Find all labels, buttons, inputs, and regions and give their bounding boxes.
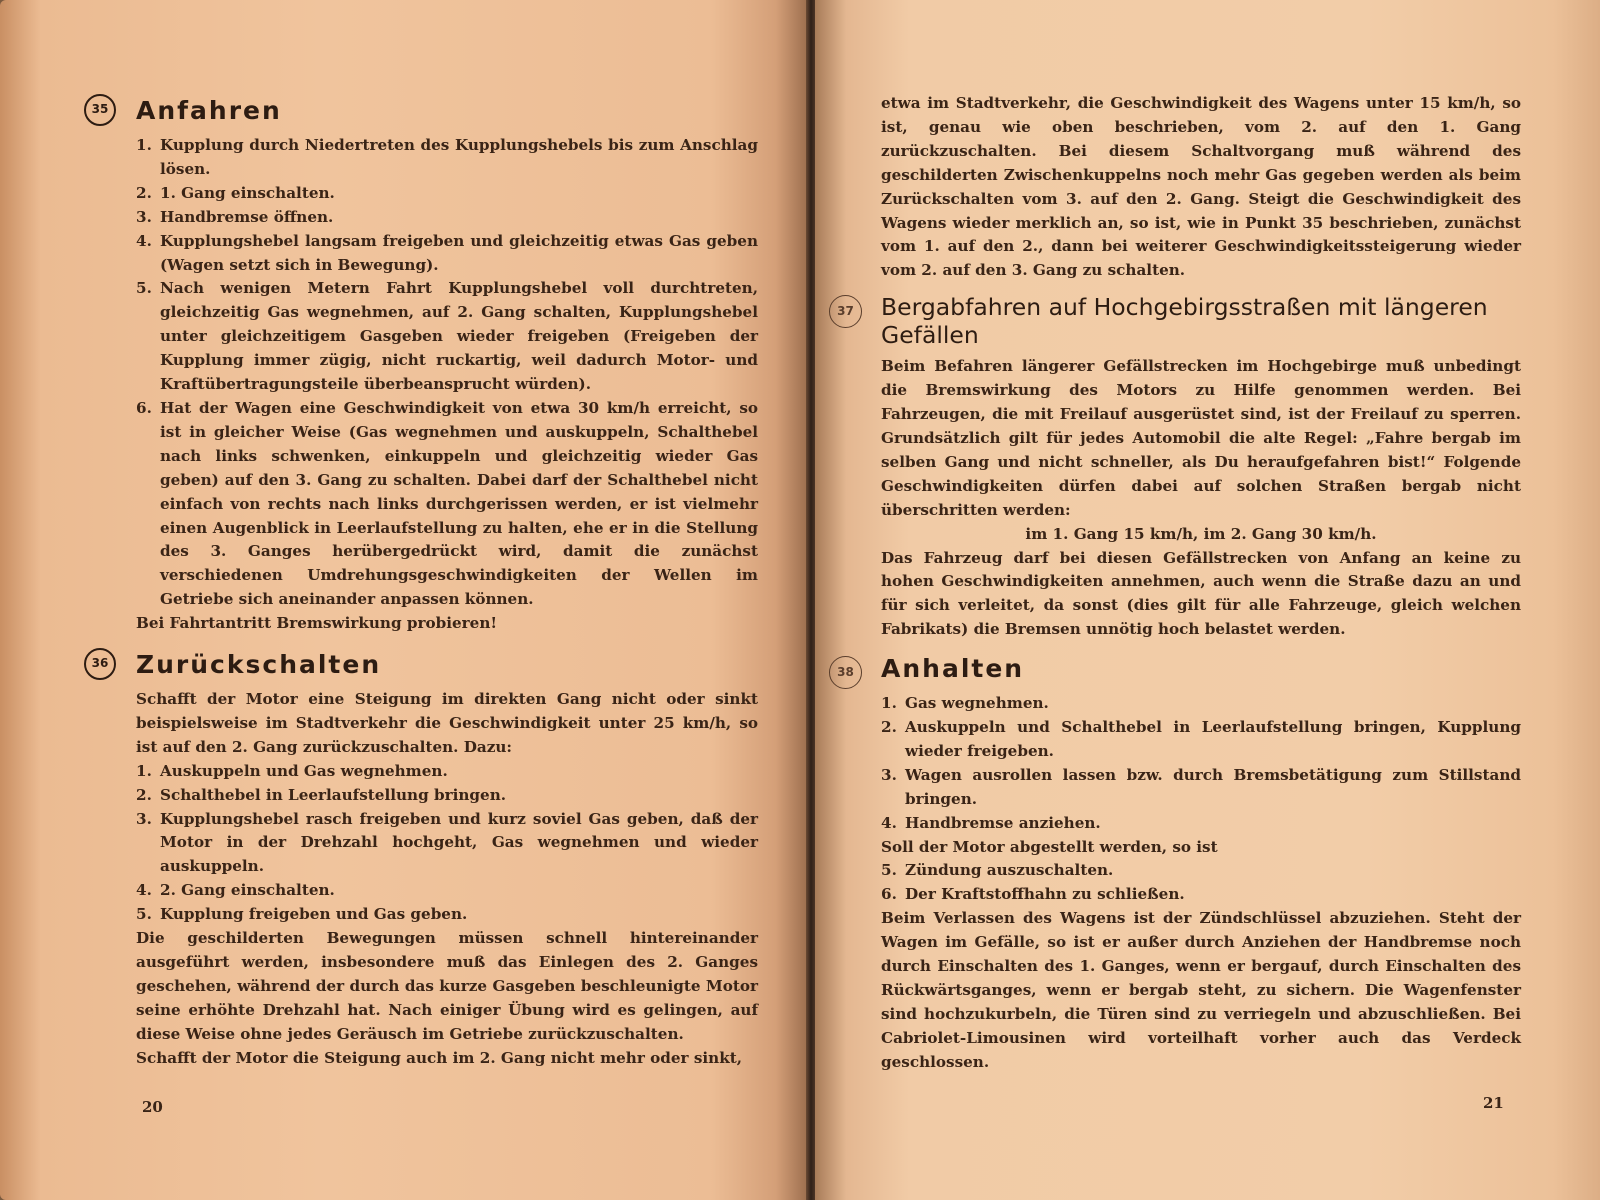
page-number: 21	[1483, 1094, 1504, 1112]
continuation-paragraph: etwa im Stadtverkehr, die Geschwindigkeit des Wagens unter 15 km/h, so ist, genau wie oben beschrieben, vom 2. auf den 1. Gang zurückzuschalten. Bei diesem Schaltvorgang muß während des geschilderten Zwischenkuppelns noch mehr Gas gegeben werden als beim Zurückschalten vom 3. auf den 2. Gang. Steigt die Geschwindigkeit des Wagens wieder merklich an, so ist, wie in Punkt 35 beschrieben, zunächst vom 1. auf den 2., dann bei weiterer Geschwindigkeitssteigerung wieder vom 2. auf den 3. Gang zu schalten.	[881, 94, 1521, 280]
section-36-heading	[91, 650, 758, 688]
section-38-heading	[837, 654, 1521, 692]
section-number-badge: 38	[829, 656, 862, 689]
section-title: Bergabfahren auf Hochgebirgsstraßen mit längeren Gefällen	[881, 293, 1488, 350]
list-item: 4. Handbremse anziehen.	[881, 813, 1101, 832]
list-item: 4. Kupplungshebel langsam freigeben und gleichzeitig etwas Gas geben (Wagen setzt sich in Bewegung).	[136, 231, 758, 274]
section-35-heading	[91, 96, 758, 134]
section-title: Anhalten	[881, 654, 1025, 684]
closing-note: Bei Fahrtantritt Bremswirkung probieren!	[136, 614, 498, 633]
list-item: 3. Handbremse öffnen.	[136, 207, 334, 226]
list-item: 5. Kupplung freigeben und Gas geben.	[136, 905, 468, 924]
list-item: 2. Auskuppeln und Schalthebel in Leerlaufstellung bringen, Kupplung wieder freigeben.	[881, 718, 1521, 760]
anhalten-steps	[881, 692, 1521, 835]
anfahren-steps	[136, 134, 758, 612]
section-number-badge: 35	[84, 94, 116, 126]
section-intro: Schafft der Motor eine Steigung im direkten Gang nicht oder sinkt beispielsweise im Stadtverkehr die Geschwindigkeit unter 25 km/h, so ist auf den 2. Gang zurückzuschalten. Dazu:	[136, 690, 758, 756]
list-item: 2. Schalthebel in Leerlaufstellung bringen.	[136, 785, 507, 804]
list-item: 5. Zündung auszuschalten.	[881, 861, 1114, 880]
right-page	[815, 0, 1600, 1200]
list-item: 1. Gas wegnehmen.	[881, 694, 1049, 713]
list-item: 6. Der Kraftstoffhahn zu schließen.	[881, 885, 1185, 904]
page-number: 20	[142, 1098, 163, 1116]
paragraph: Die geschilderten Bewegungen müssen schnell hintereinander ausgeführt werden, insbesondere muß das Einlegen des 2. Ganges geschehen, während der durch das kurze Gasgeben beschleunigte Motor seine erhöhte Drehzahl hat. Nach einiger Übung wird es gelingen, auf diese Weise ohne jedes Geräusch im Getriebe zurückzuschalten.	[136, 929, 758, 1043]
closing-paragraph: Beim Verlassen des Wagens ist der Zündschlüssel abzuziehen. Steht der Wagen im Gefälle, so ist er außer durch Anziehen der Handbremse noch durch Einschalten des 1. Ganges, wenn er bergauf, durch Einschalten des Rückwärtsganges, wenn er bergab steht, zu sichern. Die Wagenfenster sind hochzukurbeln, die Türen sind zu verriegeln und abzuschließen. Bei Cabriolet-Limousinen wird vorteilhaft vorher auch das Verdeck geschlossen.	[881, 909, 1521, 1071]
left-column	[91, 96, 758, 1071]
list-item: 3. Kupplungshebel rasch freigeben und kurz soviel Gas geben, daß der Motor in der Drehzahl hochgeht, Gas wegnehmen und wieder auskuppeln.	[136, 809, 758, 876]
list-item: 6. Hat der Wagen eine Geschwindigkeit von etwa 30 km/h erreicht, so ist in gleicher Weise (Gas wegnehmen und auskuppeln, Schalthebel nach links schwenken, einkuppeln und gleichzeitig wieder Gas geben) auf den 3. Gang zu schalten. Dabei darf der Schalthebel nicht einfach von rechts nach links durchgerissen werden, er ist vielmehr einen Augenblick in Leerlaufstellung zu halten, ehe er in die Stellung des 3. Ganges herübergedrückt wird, damit die zunächst verschiedenen Umdrehungsgeschwindigkeiten der Wellen im Getriebe sich aneinander anpassen können.	[136, 398, 758, 609]
paragraph: Schafft der Motor die Steigung auch im 2. Gang nicht mehr oder sinkt,	[136, 1048, 743, 1067]
section-title: Anfahren	[136, 96, 282, 125]
list-item: 5. Nach wenigen Metern Fahrt Kupplungshebel voll durchtreten, gleichzeitig Gas wegnehmen, auf 2. Gang schalten, Kupplungshebel unter gleichzeitigem Gasgeben wieder freigeben (Freigeben der Kupplung immer zügig, nicht ruckartig, weil dadurch Motor- und Kraftübertragungsteile überbeansprucht würden).	[136, 279, 758, 394]
list-item: 1. Auskuppeln und Gas wegnehmen.	[136, 761, 448, 780]
anhalten-steps-engine-off	[881, 859, 1521, 907]
section-37-heading	[837, 293, 1521, 350]
right-column	[837, 92, 1521, 1075]
zurueckschalten-steps	[136, 760, 758, 927]
sub-intro: Soll der Motor abgestellt werden, so ist	[881, 837, 1218, 856]
list-item: 4. 2. Gang einschalten.	[136, 881, 335, 900]
list-item: 3. Wagen ausrollen lassen bzw. durch Bremsbetätigung zum Stillstand bringen.	[881, 765, 1521, 808]
section-number-badge: 37	[829, 295, 862, 328]
paragraph: Beim Befahren längerer Gefällstrecken im Hochgebirge muß unbedingt die Bremswirkung des Motors zu Hilfe genommen werden. Bei Fahrzeugen, die mit Freilauf ausgerüstet sind, ist der Freilauf zu sperren. Grundsätzlich gilt für jedes Automobil die alte Regel: „Fahre bergab im selben Gang und nicht schneller, als Du heraufgefahren bist!“ Folgende Geschwindigkeiten dürfen dabei auf solchen Straßen bergab nicht überschritten werden:	[881, 357, 1521, 519]
speed-limits: im 1. Gang 15 km/h, im 2. Gang 30 km/h.	[1025, 524, 1377, 543]
section-title: Zurückschalten	[136, 650, 382, 680]
section-number-badge: 36	[84, 648, 116, 680]
paragraph: Das Fahrzeug darf bei diesen Gefällstrecken von Anfang an keine zu hohen Geschwindigkeiten annehmen, auch wenn die Straße dazu an und für sich verleitet, da sonst (dies gilt für alle Fahrzeuge, gleich welchen Fabrikats) die Bremsen unnötig hoch belastet werden.	[881, 548, 1521, 639]
list-item: 1. Kupplung durch Niedertreten des Kupplungshebels bis zum Anschlag lösen.	[136, 136, 758, 178]
list-item: 2. 1. Gang einschalten.	[136, 183, 335, 202]
